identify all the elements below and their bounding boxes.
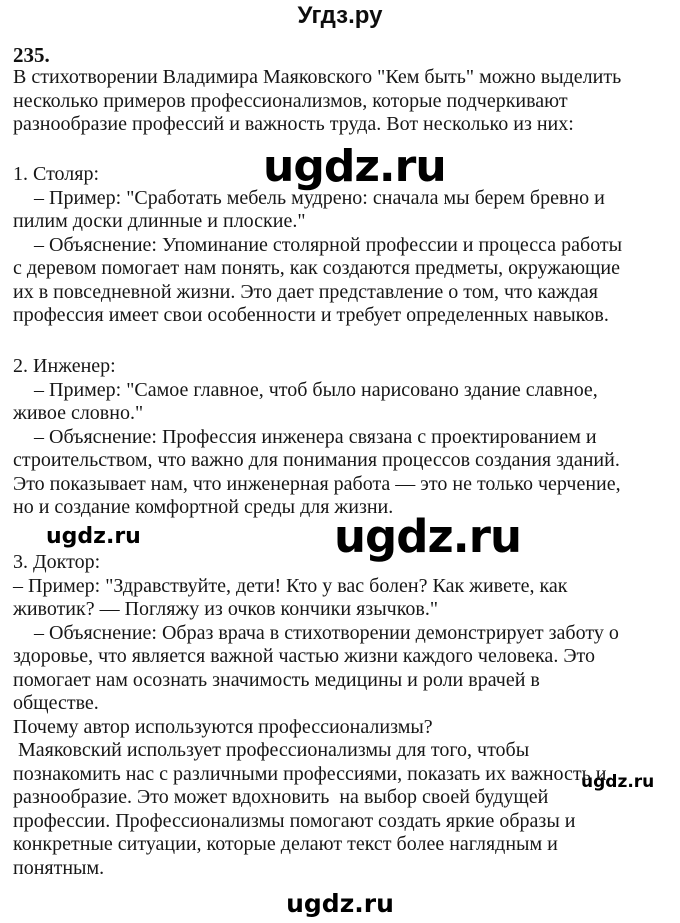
text-line: – Объяснение: Образ врача в стихотворении демонстрирует заботу о — [34, 621, 619, 644]
section-title: 3. Доктор: — [13, 551, 101, 573]
section-3-doctor — [13, 551, 673, 880]
section-2-engineer — [13, 355, 673, 520]
section-title: 2. Инженер: — [13, 355, 116, 377]
text-line: конкретные ситуации, которые делают текст более наглядным и — [13, 833, 558, 855]
text-line: – Пример: "Сработать мебель мудрено: сначала мы берем бревно и — [34, 186, 605, 209]
text-line: познакомить нас с различными профессиями, показать их важность и — [13, 762, 607, 785]
section-1-carpenter — [13, 163, 673, 328]
text-line: строительством, что важно для понимания процессов создания зданий. — [13, 449, 620, 471]
watermark-large-middle: ugdz.ru — [334, 510, 521, 563]
text-line: Почему автор используются профессионализмы? — [13, 715, 433, 738]
text-line: – Пример: "Самое главное, чтоб было нарисовано здание славное, — [34, 378, 598, 401]
footer-watermark: ugdz.ru — [286, 889, 394, 918]
text-line: – Пример: "Здравствуйте, дети! Кто у вас болен? Как живете, как — [13, 574, 568, 597]
text-line: – Объяснение: Профессия инженера связана с проектированием и — [34, 425, 597, 448]
text-line: разнообразие профессий и важность труда. Вот несколько из них: — [13, 113, 574, 135]
text-line: Это показывает нам, что инженерная работа — это не только черчение, — [13, 472, 621, 495]
text-line: понятным. — [13, 856, 105, 879]
text-line: обществе. — [13, 692, 99, 714]
text-line: несколько примеров профессионализмов, которые подчеркивают — [13, 89, 568, 112]
text-line: профессии. Профессионализмы помогают создать яркие образы и — [13, 809, 576, 832]
exercise-number: 235. — [13, 43, 50, 67]
text-line: помогает нам осознать значимость медицины и роли врачей в — [13, 668, 540, 691]
text-line: здоровье, что является важной частью жизни каждого человека. Это — [13, 645, 595, 667]
text-line: но и создание комфортной среды для жизни. — [13, 496, 394, 518]
text-line: животик? — Погляжу из очков кончики язычков." — [13, 598, 439, 620]
text-line: Маяковский использует профессионализмы для того, чтобы — [13, 739, 530, 761]
site-header-title: Угдз.ру — [297, 2, 383, 29]
text-line: с деревом помогает нам понять, как создаются предметы, окружающие — [13, 257, 620, 279]
watermark-small-left: ugdz.ru — [46, 524, 141, 549]
watermark-large-top: ugdz.ru — [263, 141, 446, 192]
intro-paragraph — [13, 66, 673, 137]
text-line: пилим доски длинные и плоские." — [13, 210, 306, 232]
section-title: 1. Столяр: — [13, 163, 100, 185]
text-line: – Объяснение: Упоминание столярной профессии и процесса работы — [34, 233, 623, 256]
text-line: живое словно." — [13, 402, 144, 424]
text-line: профессия имеет свои особенности и требует определенных навыков. — [13, 304, 609, 326]
text-line: разнообразие. Это может вдохновить на выбор своей будущей — [13, 786, 549, 808]
watermark-small-right: ugdz.ru — [581, 772, 655, 792]
text-line: В стихотворении Владимира Маяковского "Кем быть" можно выделить — [13, 66, 622, 88]
text-line: их в повседневной жизни. Это дает представление о том, что каждая — [13, 280, 598, 303]
